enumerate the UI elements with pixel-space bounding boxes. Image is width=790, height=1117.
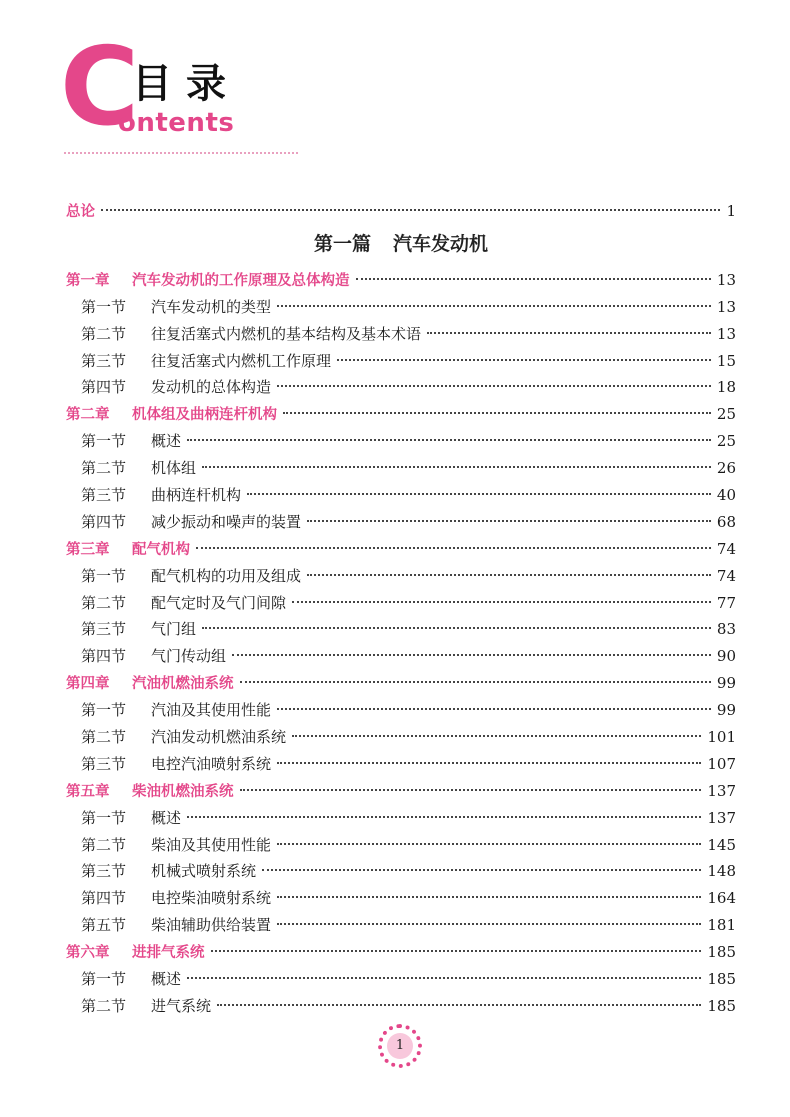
page-number-badge [378, 1024, 422, 1068]
section-title: 往复活塞式内燃机的基本结构及基本术语 [151, 324, 422, 343]
entry-label [66, 966, 181, 993]
dot-leader [262, 869, 701, 871]
chapter-number: 第三章 [66, 541, 110, 558]
dot-leader [277, 923, 701, 925]
dot-leader [187, 816, 701, 818]
entry-label [66, 537, 190, 564]
section-title: 概述 [151, 432, 182, 451]
entry-label [66, 724, 286, 751]
toc-section-entry[interactable] [66, 966, 736, 993]
dot-leader [187, 439, 711, 441]
page-number: 13 [716, 324, 736, 343]
page-number: 185 [707, 970, 736, 989]
entry-label [66, 858, 256, 885]
page-number: 185 [707, 996, 736, 1015]
entry-label [66, 482, 241, 509]
part-heading [66, 225, 736, 267]
page-number: 26 [716, 459, 736, 478]
entry-label [66, 268, 350, 295]
page-number: 181 [707, 916, 736, 935]
chapter-title: 进排气系统 [132, 945, 205, 962]
toc-section-entry[interactable] [66, 590, 736, 617]
entry-label [66, 671, 234, 698]
page-number: 74 [716, 566, 736, 585]
dot-leader [232, 654, 711, 656]
entry-label [66, 590, 286, 617]
dot-leader [240, 789, 702, 791]
dot-leader [356, 278, 711, 280]
chapter-number: 第一章 [66, 272, 110, 289]
dot-leader [277, 762, 701, 764]
section-number: 第四节 [81, 512, 127, 531]
page-number: 137 [707, 781, 736, 800]
toc-chapter-entry[interactable] [66, 401, 736, 428]
page-number: 77 [716, 593, 736, 612]
entry-label [66, 751, 271, 778]
entry-label [66, 348, 331, 375]
toc-intro-entry[interactable] [66, 198, 736, 225]
section-number: 第三节 [81, 486, 127, 505]
toc-section-entry[interactable] [66, 374, 736, 401]
toc-section-entry[interactable] [66, 321, 736, 348]
logo-letter-c: C [60, 25, 140, 150]
section-title: 气门组 [151, 620, 197, 639]
section-title: 汽车发动机的类型 [151, 297, 272, 316]
dot-leader [292, 735, 701, 737]
chapter-number: 第五章 [66, 783, 110, 800]
toc-chapter-entry[interactable] [66, 267, 736, 294]
entry-label [66, 643, 226, 670]
section-number: 第二节 [81, 593, 127, 612]
toc-section-entry[interactable] [66, 482, 736, 509]
toc-section-entry[interactable] [66, 858, 736, 885]
section-title: 概述 [151, 970, 182, 989]
page-title: 目录 [132, 61, 240, 107]
dot-leader [240, 681, 711, 683]
page-number: 99 [716, 701, 736, 720]
intro-title: 总论 [66, 204, 95, 220]
dot-leader [277, 385, 711, 387]
dot-leader [427, 332, 711, 334]
part-title: 汽车发动机 [393, 232, 489, 255]
section-title: 机体组 [151, 459, 197, 478]
toc-section-entry[interactable] [66, 912, 736, 939]
section-number: 第二节 [81, 835, 127, 854]
chapter-title: 配气机构 [132, 541, 190, 558]
section-number: 第二节 [81, 728, 127, 747]
page-number: 99 [716, 674, 736, 693]
chapter-title: 柴油机燃油系统 [132, 783, 234, 800]
toc-section-entry[interactable] [66, 348, 736, 375]
dot-leader [211, 950, 702, 952]
page-number: 18 [716, 378, 736, 397]
page-number: 107 [707, 754, 736, 773]
page-number: 40 [716, 486, 736, 505]
section-number: 第五节 [81, 916, 127, 935]
section-number: 第四节 [81, 378, 127, 397]
chapter-title: 汽油机燃油系统 [132, 676, 234, 693]
toc-header [60, 25, 300, 156]
entry-label [66, 294, 271, 321]
chapter-number: 第六章 [66, 945, 110, 962]
section-title: 往复活塞式内燃机工作原理 [151, 351, 332, 370]
page-number: 101 [707, 728, 736, 747]
page-number: 15 [716, 351, 736, 370]
page-number: 185 [707, 943, 736, 962]
section-title: 气门传动组 [151, 647, 227, 666]
section-title: 曲柄连杆机构 [151, 486, 242, 505]
section-number: 第四节 [81, 889, 127, 908]
dot-leader [187, 977, 701, 979]
entry-label [66, 940, 205, 967]
toc-section-entry[interactable] [66, 643, 736, 670]
entry-label [66, 428, 181, 455]
section-title: 汽油发动机燃油系统 [151, 728, 287, 747]
dot-leader [283, 412, 711, 414]
chapter-title: 汽车发动机的工作原理及总体构造 [132, 272, 350, 289]
chapter-number: 第二章 [66, 407, 110, 424]
section-number: 第三节 [81, 351, 127, 370]
dot-leader [277, 843, 701, 845]
page-number: 148 [707, 862, 736, 881]
dot-leader [307, 574, 711, 576]
toc-chapter-entry[interactable] [66, 536, 736, 563]
chapter-title: 机体组及曲柄连杆机构 [132, 407, 277, 424]
toc-chapter-entry[interactable] [66, 778, 736, 805]
section-number: 第三节 [81, 862, 127, 881]
section-title: 柴油及其使用性能 [151, 835, 272, 854]
section-number: 第一节 [81, 970, 127, 989]
page-number: 137 [707, 808, 736, 827]
toc-section-entry[interactable] [66, 751, 736, 778]
entry-label [66, 509, 301, 536]
dot-leader [277, 708, 711, 710]
page-number: 13 [716, 297, 736, 316]
entry-label [66, 374, 271, 401]
page-number: 145 [707, 835, 736, 854]
toc-section-entry[interactable] [66, 697, 736, 724]
section-number: 第三节 [81, 620, 127, 639]
entry-label [66, 832, 271, 859]
toc-section-entry[interactable] [66, 832, 736, 859]
toc-section-entry[interactable] [66, 616, 736, 643]
toc-section-entry[interactable] [66, 993, 736, 1020]
entry-label [66, 779, 234, 806]
dot-leader [247, 493, 711, 495]
dot-leader [277, 305, 711, 307]
page-number: 83 [716, 620, 736, 639]
section-number: 第一节 [81, 808, 127, 827]
section-title: 配气机构的功用及组成 [151, 566, 302, 585]
toc-chapter-entry[interactable] [66, 670, 736, 697]
section-title: 进气系统 [151, 996, 212, 1015]
section-title: 机械式喷射系统 [151, 862, 257, 881]
section-title: 发动机的总体构造 [151, 378, 272, 397]
section-number: 第一节 [81, 432, 127, 451]
section-number: 第二节 [81, 459, 127, 478]
dot-leader [202, 466, 711, 468]
table-of-contents [66, 198, 736, 1020]
toc-section-entry[interactable] [66, 885, 736, 912]
header-divider [64, 152, 298, 154]
page-number: 164 [707, 889, 736, 908]
entry-label [66, 993, 211, 1020]
entry-label [66, 805, 181, 832]
page-number: 68 [716, 512, 736, 531]
section-title: 电控柴油喷射系统 [151, 889, 272, 908]
toc-chapters [66, 267, 736, 1020]
page-title-en: ontents [118, 108, 235, 138]
toc-section-entry[interactable] [66, 724, 736, 751]
entry-label [66, 563, 301, 590]
dot-leader [337, 359, 711, 361]
section-number: 第四节 [81, 647, 127, 666]
entry-label [66, 402, 277, 429]
entry-label [66, 697, 271, 724]
section-title: 电控汽油喷射系统 [151, 754, 272, 773]
toc-chapter-entry[interactable] [66, 939, 736, 966]
toc-section-entry[interactable] [66, 428, 736, 455]
dot-leader [101, 209, 720, 211]
page-number: 90 [716, 647, 736, 666]
section-number: 第一节 [81, 701, 127, 720]
section-title: 配气定时及气门间隙 [151, 593, 287, 612]
dot-leader [277, 896, 701, 898]
toc-section-entry[interactable] [66, 294, 736, 321]
toc-section-entry[interactable] [66, 509, 736, 536]
page-number: 25 [716, 432, 736, 451]
entry-label [66, 616, 196, 643]
section-number: 第三节 [81, 754, 127, 773]
section-number: 第一节 [81, 566, 127, 585]
page-number: 74 [716, 539, 736, 558]
entry-label [66, 321, 421, 348]
entry-label [66, 455, 196, 482]
section-number: 第一节 [81, 297, 127, 316]
footer-page-number: 1 [395, 1038, 405, 1053]
toc-section-entry[interactable] [66, 805, 736, 832]
section-number: 第二节 [81, 996, 127, 1015]
section-number: 第二节 [81, 324, 127, 343]
dot-leader [292, 601, 711, 603]
toc-section-entry[interactable] [66, 563, 736, 590]
dot-leader [217, 1004, 701, 1006]
section-title: 汽油及其使用性能 [151, 701, 272, 720]
section-title: 减少振动和噪声的装置 [151, 512, 302, 531]
dot-leader [196, 547, 711, 549]
page-number: 1 [726, 202, 736, 220]
dot-leader [202, 627, 711, 629]
dot-leader [307, 520, 711, 522]
chapter-number: 第四章 [66, 676, 110, 693]
entry-label [66, 912, 271, 939]
section-title: 柴油辅助供给装置 [151, 916, 272, 935]
toc-section-entry[interactable] [66, 455, 736, 482]
page-number: 13 [716, 270, 736, 289]
entry-label [66, 885, 271, 912]
part-number: 第一篇 [313, 232, 371, 255]
section-title: 概述 [151, 808, 182, 827]
page-number: 25 [716, 405, 736, 424]
